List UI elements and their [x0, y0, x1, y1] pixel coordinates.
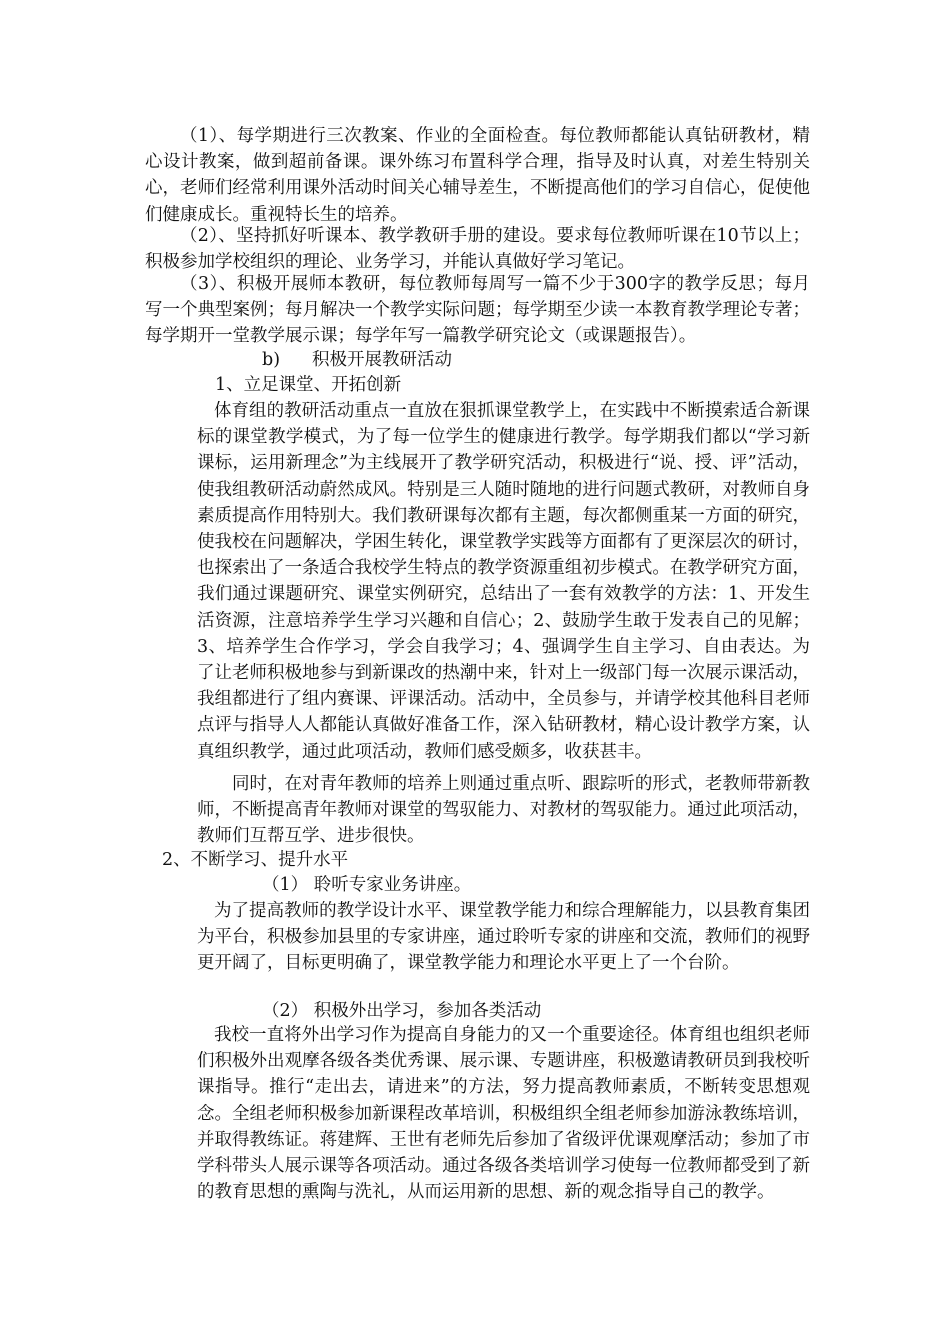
- paragraph-young-teacher-training: 同时，在对青年教师的培养上则通过重点听、跟踪听的形式，老教师带新教师，不断提高青年教师对课堂的驾驭能力、对教材的驾驭能力。通过此项活动，教师们互帮互学、进步很快。: [197, 774, 810, 847]
- paragraph-classroom-research: 体育组的教研活动重点一直放在狠抓课堂教学上，在实践中不断摸索适合新课标的课堂教学模式，为了每一位学生的健康进行教学。每学期我们都以“学习新课标，运用新理念”为主线展开了教学研究活动，积极进行“说、授、评”活动，使我组教研活动蔚然成风。特别是三人随时随地的进行问题式教研，对教师自身素质提高作用特别大。我们教研课每次都有主题，每次都侧重某一方面的研究，使我校在问题解决，学困生转化，课堂教学实践等方面都有了更深层次的研讨，也探索出了一条适合我校学生特点的教学资源重组初步模式。在教学研究方面，我们通过课题研究、课堂实例研究，总结出了一套有效教学的方法：1、开发生活资源，注意培养学生学习兴趣和自信心；2、鼓励学生敢于发表自己的见解；3、培养学生合作学习，学会自我学习；4、强调学生自主学习、自由表达。为了让老师积极地参与到新课改的热潮中来，针对上一级部门每一次展示课活动，我组都进行了组内赛课、评课活动。活动中，全员参与，并请学校其他科目老师点评与指导人人都能认真做好准备工作，深入钻研教材，精心设计教学方案，认真组织教学，通过此项活动，教师们感受颇多，收获甚丰。: [197, 401, 810, 762]
- subheading-2: 2、不断学习、提升水平: [162, 850, 349, 870]
- paragraph-lesson-plan-check: （1）、每学期进行三次教案、作业的全面检查。每位教师都能认真钻研教材，精心设计教案，做到超前备课。课外练习布置科学合理，指导及时认真，对差生特别关心，老师们经常利用课外活动时间关心辅导差生，不断提高他们的学习自信心，促使他们健康成长。重视特长生的培养。: [145, 126, 810, 225]
- paragraph-school-based-research: （3）、积极开展师本教研，每位教师每周写一篇不少于300字的教学反思；每月写一个典型案例；每月解决一个教学实际问题；每学期至少读一本教育教学理论专著；每学期开一堂教学展示课；每学年写一篇教学研究论文（或课题报告）。: [145, 274, 810, 347]
- paragraph-lesson-observation: （2）、坚持抓好听课本、教学教研手册的建设。要求每位教师听课在10节以上；积极参加学校组织的理论、业务学习，并能认真做好学习笔记。: [145, 226, 810, 273]
- subheading-1: 1、立足课堂、开拓创新: [215, 375, 402, 395]
- section-heading-b: [262, 347, 452, 373]
- list-marker: b): [262, 350, 281, 370]
- subheading-2-1: （1） 聆听专家业务讲座。: [262, 875, 472, 895]
- paragraph-expert-lectures: 为了提高教师的教学设计水平、课堂教学能力和综合理解能力，以县教育集团为平台，积极参加县里的专家讲座，通过聆听专家的讲座和交流，教师们的视野更开阔了，目标更明确了，课堂教学能力和理论水平更上了一个台阶。: [197, 901, 810, 974]
- subheading-2-2: （2） 积极外出学习，参加各类活动: [262, 1001, 542, 1021]
- paragraph-external-study: 我校一直将外出学习作为提高自身能力的又一个重要途径。体育组也组织老师们积极外出观摩各级各类优秀课、展示课、专题讲座，积极邀请教研员到我校听课指导。推行“走出去，请进来”的方法，努力提高教师素质，不断转变思想观念。全组老师积极参加新课程改革培训，积极组织全组老师参加游泳教练培训，并取得教练证。蒋建辉、王世有老师先后参加了省级评优课观摩活动；参加了市学科带头人展示课等各项活动。通过各级各类培训学习使每一位教师都受到了新的教育思想的熏陶与洗礼，从而运用新的思想、新的观念指导自己的教学。: [197, 1025, 810, 1203]
- section-heading-b-text: 积极开展教研活动: [312, 350, 452, 370]
